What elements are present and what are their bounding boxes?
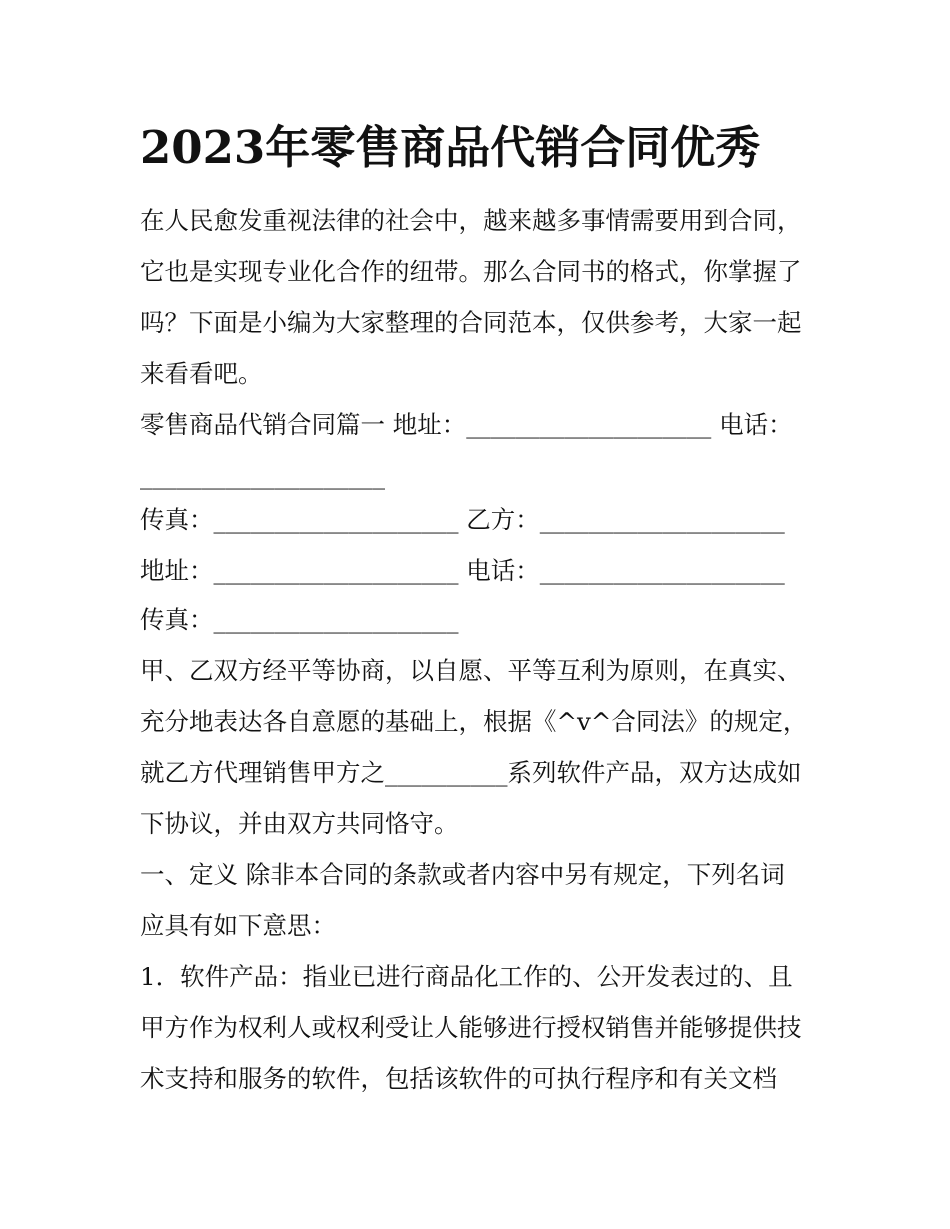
intro-line-3: 吗？下面是小编为大家整理的合同范本，仅供参考，大家一起 [140, 308, 802, 337]
definition-heading-line: 一、定义 除非本合同的条款或者内容中另有规定，下列名词 [140, 860, 785, 889]
document-title: 2023年零售商品代销合同优秀 [140, 121, 761, 174]
intro-line-4: 来看看吧。 [140, 359, 263, 388]
party-b-fax: 传真：____________________ [140, 605, 459, 634]
agreement-line-1: 甲、乙双方经平等协商，以自愿、平等互利为原则，在真实、 [140, 656, 802, 685]
party-a-phone-blank: ____________________ [140, 461, 385, 490]
clause-1-line-1: 1．软件产品：指业已进行商品化工作的、公开发表过的、且 [140, 962, 793, 991]
agreement-line-4: 下协议，并由双方共同恪守。 [140, 809, 459, 838]
agreement-line-3: 就乙方代理销售甲方之__________系列软件产品，双方达成如 [140, 758, 802, 787]
agreement-line-2: 充分地表达各自意愿的基础上，根据《^v^合同法》的规定， [140, 707, 808, 736]
intro-line-2: 它也是实现专业化合作的纽带。那么合同书的格式，你掌握了 [140, 257, 802, 286]
intro-line-1: 在人民愈发重视法律的社会中，越来越多事情需要用到合同， [140, 206, 802, 235]
clause-1-line-2: 甲方作为权利人或权利受让人能够进行授权销售并能够提供技 [140, 1013, 802, 1042]
fax-party-b-line: 传真：____________________ 乙方：____________________ [140, 505, 785, 534]
party-b-address-phone: 地址：____________________ 电话：____________________ [140, 556, 785, 585]
clause-1-line-3: 术支持和服务的软件，包括该软件的可执行程序和有关文档 [140, 1064, 777, 1093]
party-a-address-phone: 零售商品代销合同篇一 地址：____________________ 电话： [140, 410, 793, 439]
definition-line-2: 应具有如下意思： [140, 911, 336, 940]
